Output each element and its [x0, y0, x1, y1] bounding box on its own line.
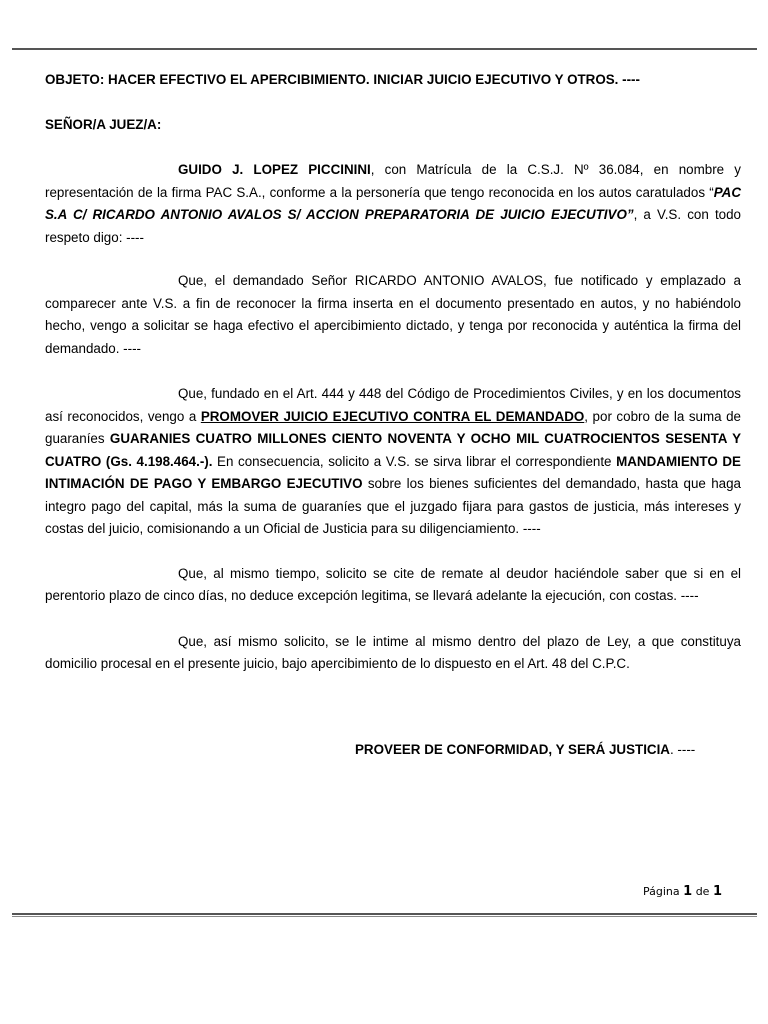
intro-closing: , a V.S. con todo respeto digo: ----: [45, 207, 742, 245]
paragraph-domicile: Que, así mismo solicito, se le intime al mismo dentro del plazo de Ley, a que constituya domicilio procesal en el presente juicio, bajo apercibimiento de lo dispuesto en el Art. 48 del C.P.C.: [45, 633, 741, 671]
mandamiento-text: MANDAMIENTO DE INTIMACIÓN DE PAGO Y EMBARGO EJECUTIVO: [45, 453, 741, 491]
paragraph-citation: Que, al mismo tiempo, solicito se cite de remate al deudor haciéndole saber que si en el perentorio plazo de cinco días, no deduce excepción legitima, se llevará adelante la ejecución, con costas. ----: [45, 565, 741, 603]
document-body: [45, 70, 741, 676]
paragraph-notification: Que, el demandado Señor RICARDO ANTONIO AVALOS, fue notificado y emplazado a comparecer ante V.S. a fin de reconocer la firma inserta en el documento presentado en autos, y no habiéndolo hecho, vengo a solicitar se haga efectivo el apercibimiento dictado, y tenga por reconocida y auténtica la firma del demandado. ----: [45, 273, 741, 356]
page-total: 1: [712, 884, 722, 899]
attorney-name: GUIDO J. LOPEZ PICCININI: [178, 162, 371, 177]
closing-line: [355, 740, 695, 760]
claim-amount: GUARANIES CUATRO MILLONES CIENTO NOVENTA Y OCHO MIL CUATROCIENTOS SESENTA Y CUATRO (Gs. 4.198.464.-).: [45, 431, 742, 469]
page-current: 1: [683, 884, 693, 899]
bottom-rule-thin: [12, 916, 757, 917]
claim-text-2: , por cobro de la suma de guaraníes: [45, 408, 741, 446]
salutation: SEÑOR/A JUEZ/A:: [45, 117, 162, 132]
page-label: Página: [643, 885, 680, 898]
paragraph-claim: [45, 383, 741, 541]
page-footer: [643, 884, 722, 899]
case-title: PAC S.A C/ RICARDO ANTONIO AVALOS S/ ACCION PREPARATORIA DE JUICIO EJECUTIVO”: [45, 184, 741, 222]
paragraph-intro: [45, 159, 741, 249]
top-rule: [12, 48, 757, 50]
claim-text-1: Que, fundado en el Art. 444 y 448 del Código de Procedimientos Civiles, y en los documentos así reconocidos, vengo a: [45, 386, 741, 424]
closing-tail: . ----: [669, 742, 696, 757]
intro-text: , con Matrícula de la C.S.J. Nº 36.084, en nombre y representación de la firma PAC S.A., conforme a la personería que tengo reconocida en los autos caratulados “: [45, 162, 741, 200]
claim-text-4: sobre los bienes suficientes del demandado, hasta que haga integro pago del capital, más la suma de guaraníes que el juzgado fijara para gastos de justicia, más intereses y costas del juicio, comisionando a un Oficial de Justicia para su diligenciamiento. ----: [45, 476, 741, 536]
bottom-rule: [12, 913, 757, 915]
objeto-heading: OBJETO: HACER EFECTIVO EL APERCIBIMIENTO. INICIAR JUICIO EJECUTIVO Y OTROS. ----: [45, 72, 640, 87]
claim-text-3: En consecuencia, solicito a V.S. se sirva librar el correspondiente: [212, 453, 617, 469]
of-label: de: [695, 885, 710, 898]
promover-text: PROMOVER JUICIO EJECUTIVO CONTRA EL DEMANDADO: [200, 408, 585, 424]
closing-bold: PROVEER DE CONFORMIDAD, Y SERÁ JUSTICIA: [355, 742, 670, 757]
